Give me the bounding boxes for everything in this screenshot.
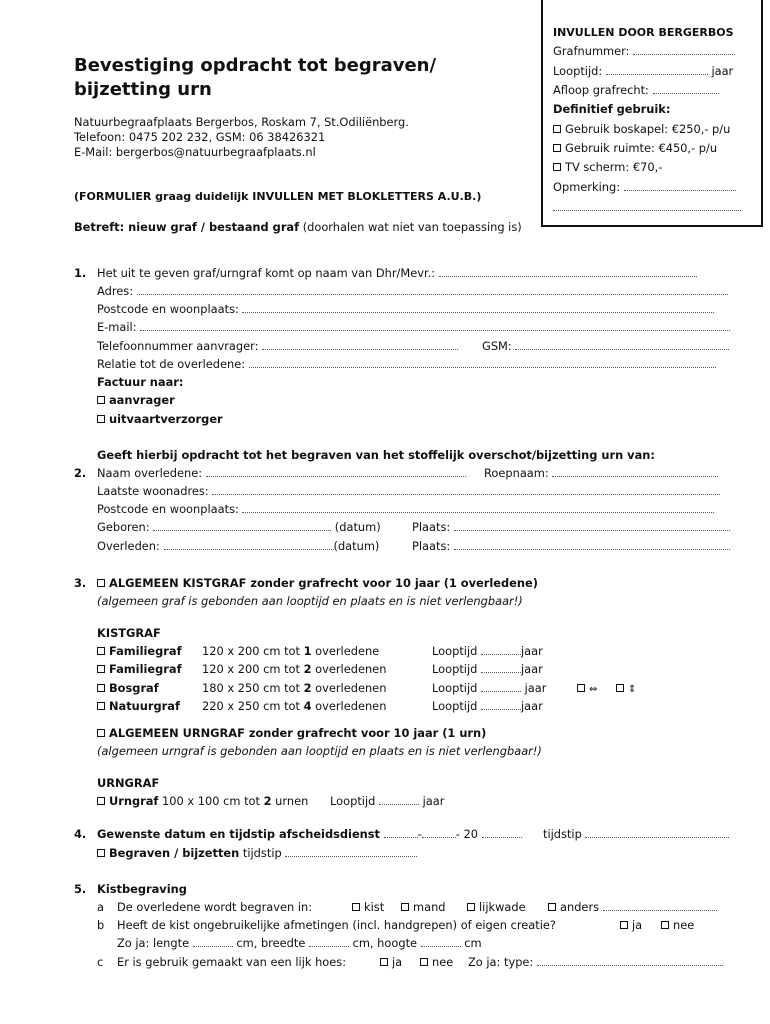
- gsm-field[interactable]: GSM:: [482, 339, 729, 353]
- afmetingen-ja-option[interactable]: ja: [620, 918, 642, 932]
- plaats-overleden-field[interactable]: Plaats:: [412, 539, 730, 553]
- kistgraf-heading: KISTGRAF: [97, 626, 161, 640]
- urngraf-option[interactable]: Urngraf 100 x 100 cm tot 2 urnen: [97, 794, 308, 808]
- checkbox-icon: [620, 921, 628, 929]
- checkbox-icon: [97, 415, 105, 423]
- checkbox-icon: [97, 797, 105, 805]
- looptijd-urngraf[interactable]: Looptijd jaar: [330, 794, 445, 808]
- checkbox-icon: [97, 579, 105, 587]
- looptijd-row4[interactable]: Looptijd jaar: [432, 699, 543, 713]
- phone: Telefoon: 0475 202 232, GSM: 06 38426321: [74, 130, 326, 144]
- checkbox-icon: [97, 702, 105, 710]
- item-a-letter: a: [97, 900, 104, 914]
- item-c-letter: c: [97, 955, 104, 969]
- checkbox-icon: [401, 903, 409, 911]
- telefoon-field[interactable]: Telefoonnummer aanvrager:: [97, 339, 458, 353]
- bosgraf-option[interactable]: Bosgraf: [97, 681, 159, 695]
- checkbox-icon: [616, 684, 624, 692]
- afmetingen-nee-option[interactable]: nee: [661, 918, 694, 932]
- familiegraf-1-option[interactable]: Familiegraf: [97, 644, 182, 658]
- looptijd-field[interactable]: Looptijd: jaar: [553, 64, 734, 78]
- checkbox-icon: [380, 958, 388, 966]
- afloop-field[interactable]: Afloop grafrecht:: [553, 83, 719, 97]
- checkbox-icon: [577, 684, 585, 692]
- algemeen-urngraf-option[interactable]: ALGEMEEN URNGRAF zonder grafrecht voor 10 jaar (1 urn): [97, 726, 486, 740]
- anders-option[interactable]: anders: [548, 900, 717, 914]
- s1-number: 1.: [74, 266, 87, 280]
- instruction: (FORMULIER graag duidelijk INVULLEN MET BLOKLETTERS A.U.B.): [74, 190, 482, 203]
- s2-number: 2.: [74, 466, 87, 480]
- checkbox-icon: [97, 665, 105, 673]
- adres-field[interactable]: Adres:: [97, 284, 728, 298]
- geboren-field[interactable]: Geboren: (datum): [97, 520, 381, 534]
- grafnummer-field[interactable]: Grafnummer:: [553, 44, 735, 58]
- vertical-arrow-icon: ⇕: [628, 684, 637, 695]
- afmetingen-label: Heeft de kist ongebruikelijke afmetingen (incl. handgrepen) of eigen creatie?: [117, 918, 556, 932]
- checkbox-icon: [97, 684, 105, 692]
- tv-option[interactable]: TV scherm: €70,-: [553, 160, 662, 174]
- aanvrager-option[interactable]: aanvrager: [97, 393, 175, 407]
- horizontal-arrow-icon: ⇔: [589, 684, 598, 695]
- looptijd-row3[interactable]: Looptijd jaar: [432, 681, 547, 695]
- familiegraf-2-option[interactable]: Familiegraf: [97, 662, 182, 676]
- email-field[interactable]: E-mail:: [97, 320, 730, 334]
- begraven-bijzetten-option[interactable]: Begraven / bijzetten tijdstip: [97, 846, 417, 860]
- postcode2-field[interactable]: Postcode en woonplaats:: [97, 502, 714, 516]
- datum-afscheid-field[interactable]: Gewenste datum en tijdstip afscheidsdienst - - 20: [97, 827, 522, 841]
- orientation-vertical-option[interactable]: [616, 681, 636, 695]
- plaats-geboren-field[interactable]: Plaats:: [412, 520, 730, 534]
- postcode-field[interactable]: Postcode en woonplaats:: [97, 302, 714, 316]
- looptijd-row1[interactable]: Looptijd jaar: [432, 644, 543, 658]
- checkbox-icon: [97, 647, 105, 655]
- algemeen-kistgraf-option[interactable]: ALGEMEEN KISTGRAF zonder grafrecht voor 10 jaar (1 overledene): [97, 576, 538, 590]
- opdracht-text: Geeft hierbij opdracht tot het begraven van het stoffelijk overschot/bijzetting urn van:: [97, 448, 655, 462]
- laatste-woonadres-field[interactable]: Laatste woonadres:: [97, 484, 720, 498]
- begraven-in-label: De overledene wordt begraven in:: [117, 900, 313, 914]
- uitvaart-option[interactable]: uitvaartverzorger: [97, 412, 223, 426]
- checkbox-icon: [661, 921, 669, 929]
- page-title-1: Bevestiging opdracht tot begraven/: [74, 55, 437, 76]
- lijkhoes-ja-option[interactable]: ja: [380, 955, 402, 969]
- factuur-label: Factuur naar:: [97, 375, 184, 389]
- natuurgraf-option[interactable]: Natuurgraf: [97, 699, 180, 713]
- ruimte-option[interactable]: Gebruik ruimte: €450,- p/u: [553, 141, 717, 155]
- lijkwade-option[interactable]: lijkwade: [467, 900, 526, 914]
- familiegraf-1-size: 120 x 200 cm tot 1 overledene: [202, 644, 380, 658]
- urngraf-note: (algemeen urngraf is gebonden aan looptijd en plaats en is niet verlengbaar!): [97, 744, 542, 758]
- checkbox-icon: [553, 163, 561, 171]
- page-title-2: bijzetting urn: [74, 79, 212, 100]
- checkbox-icon: [548, 903, 556, 911]
- urngraf-heading: URNGRAF: [97, 776, 160, 790]
- checkbox-icon: [553, 144, 561, 152]
- opmerking-field[interactable]: Opmerking:: [553, 180, 736, 194]
- kist-option[interactable]: kist: [352, 900, 384, 914]
- s3-number: 3.: [74, 576, 87, 590]
- checkbox-icon: [553, 125, 561, 133]
- mand-option[interactable]: mand: [401, 900, 446, 914]
- naam-overledene-field[interactable]: Naam overledene:: [97, 466, 466, 480]
- checkbox-icon: [97, 396, 105, 404]
- checkbox-icon: [97, 849, 105, 857]
- boskapel-option[interactable]: Gebruik boskapel: €250,- p/u: [553, 122, 730, 136]
- address: Natuurbegraafplaats Bergerbos, Roskam 7, St.Odiliënberg.: [74, 115, 409, 129]
- naam-aanvrager-field[interactable]: Het uit te geven graf/urngraf komt op naam van Dhr/Mevr.:: [97, 266, 697, 280]
- natuurgraf-size: 220 x 250 cm tot 4 overledenen: [202, 699, 387, 713]
- kistbegraving-heading: Kistbegraving: [97, 882, 187, 896]
- roepnaam-field[interactable]: Roepnaam:: [484, 466, 718, 480]
- checkbox-icon: [97, 729, 105, 737]
- betreft: Betreft: nieuw graf / bestaand graf (doorhalen wat niet van toepassing is): [74, 220, 522, 234]
- s4-number: 4.: [74, 827, 87, 841]
- checkbox-icon: [420, 958, 428, 966]
- item-b-letter: b: [97, 918, 105, 932]
- checkbox-icon: [467, 903, 475, 911]
- box-heading: INVULLEN DOOR BERGERBOS: [553, 26, 734, 39]
- lijkhoes-nee-option[interactable]: nee: [420, 955, 453, 969]
- familiegraf-2-size: 120 x 200 cm tot 2 overledenen: [202, 662, 387, 676]
- checkbox-icon: [352, 903, 360, 911]
- tijdstip-field[interactable]: tijdstip: [543, 827, 729, 841]
- email: E-Mail: bergerbos@natuurbegraafplaats.nl: [74, 145, 316, 159]
- overleden-field[interactable]: Overleden: (datum): [97, 539, 380, 553]
- bosgraf-size: 180 x 250 cm tot 2 overledenen: [202, 681, 387, 695]
- kistgraf-note: (algemeen graf is gebonden aan looptijd en plaats en is niet verlengbaar!): [97, 594, 523, 608]
- definitief-label: Definitief gebruik:: [553, 102, 671, 116]
- opmerking-line[interactable]: [553, 200, 741, 214]
- looptijd-row2[interactable]: Looptijd jaar: [432, 662, 543, 676]
- relatie-field[interactable]: Relatie tot de overledene:: [97, 357, 716, 371]
- afmetingen-fields[interactable]: Zo ja: lengte cm, breedte cm, hoogte cm: [117, 936, 482, 950]
- orientation-horizontal-option[interactable]: [577, 681, 597, 695]
- lijkhoes-label: Er is gebruik gemaakt van een lijk hoes:: [117, 955, 347, 969]
- s5-number: 5.: [74, 882, 87, 896]
- lijkhoes-type-field[interactable]: Zo ja: type:: [468, 955, 723, 969]
